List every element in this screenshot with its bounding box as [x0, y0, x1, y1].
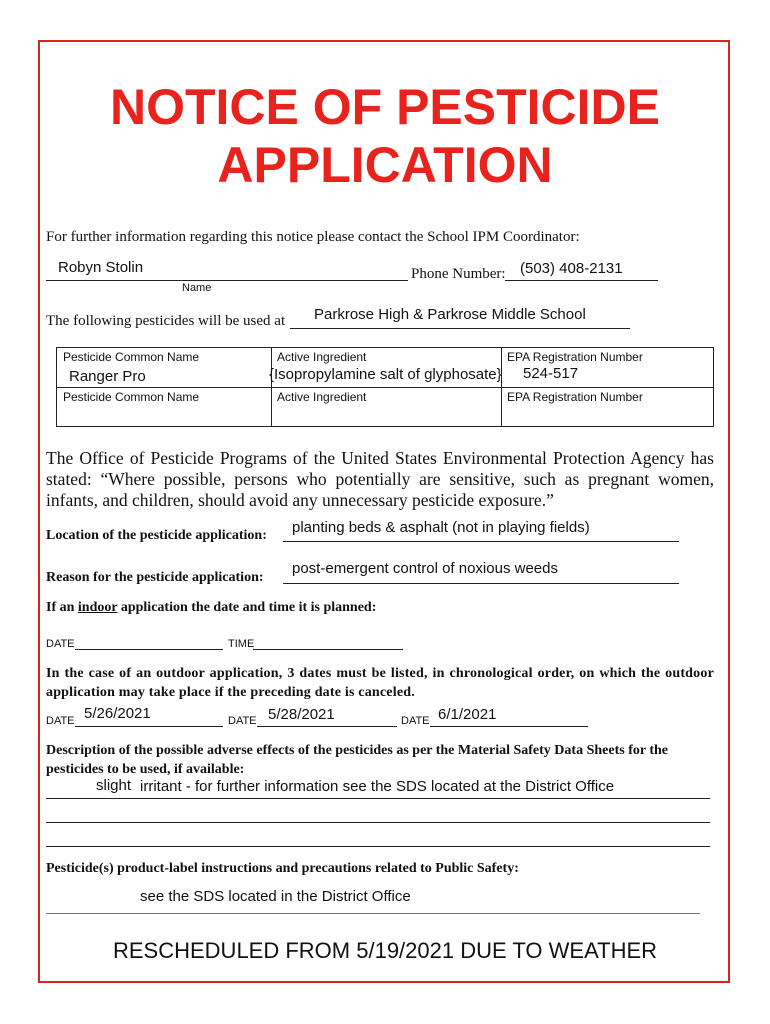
location-underline	[283, 541, 679, 542]
table-row-divider	[57, 387, 713, 388]
label-instructions-label: Pesticide(s) product-label instructions and precautions related to Public Safety:	[46, 861, 519, 876]
location-value: planting beds & asphalt (not in playing fields)	[292, 519, 590, 536]
reason-label: Reason for the pesticide application:	[46, 570, 264, 585]
site-underline	[290, 328, 630, 329]
outdoor-date-underline-3	[430, 726, 588, 727]
adverse-underline-1	[46, 798, 710, 799]
outdoor-date-label-2: DATE	[228, 715, 257, 727]
coordinator-name: Robyn Stolin	[58, 259, 144, 276]
adverse-value-word1: slight	[96, 777, 132, 794]
name-label: Name	[182, 282, 212, 294]
table-col-divider-1	[271, 348, 272, 426]
table-col-divider-2	[501, 348, 502, 426]
adverse-underline-3	[46, 846, 710, 847]
row2-epa-label: EPA Registration Number	[507, 390, 643, 404]
title-line-2: APPLICATION	[217, 137, 553, 193]
indoor-time-label: TIME	[228, 638, 255, 650]
outdoor-date-underline-2	[257, 726, 397, 727]
outdoor-date-1: 5/26/2021	[84, 705, 151, 722]
label-instructions-underline	[46, 913, 700, 914]
indoor-label-prefix: If an	[46, 600, 78, 615]
adverse-label: Description of the possible adverse effects of the pesticides as per the Material Safety Data Sheets for the pesticides to be used, if available:	[46, 743, 668, 777]
pesticide-table	[56, 347, 714, 427]
outdoor-date-3: 6/1/2021	[438, 706, 497, 723]
site-value: Parkrose High & Parkrose Middle School	[314, 306, 586, 323]
outdoor-date-2: 5/28/2021	[268, 706, 335, 723]
adverse-value-rest: irritant - for further information see the SDS located at the District Office	[140, 778, 615, 795]
indoor-label	[46, 600, 376, 616]
name-underline	[46, 280, 408, 281]
indoor-date-label: DATE	[46, 638, 75, 650]
row1-common-name-label: Pesticide Common Name	[63, 350, 200, 364]
phone-label: Phone Number:	[411, 266, 506, 282]
row2-ingredient-label: Active Ingredient	[277, 390, 367, 404]
row2-common-name-label: Pesticide Common Name	[63, 390, 200, 404]
outdoor-date-underline-1	[75, 726, 223, 727]
phone-value: (503) 408-2131	[520, 260, 623, 277]
label-instructions-value: see the SDS located in the District Office	[140, 888, 411, 905]
outdoor-instructions: In the case of an outdoor application, 3 dates must be listed, in chronological order, on which the outdoor application may take place if the preceding date is canceled.	[46, 666, 714, 700]
contact-intro: For further information regarding this notice please contact the School IPM Coordinator:	[46, 229, 580, 245]
row1-epa-label: EPA Registration Number	[507, 350, 643, 364]
indoor-label-suffix: application the date and time it is planned:	[117, 600, 377, 615]
outdoor-date-label-1: DATE	[46, 715, 75, 727]
location-label: Location of the pesticide application:	[46, 528, 267, 543]
title-line-1: NOTICE OF PESTICIDE	[109, 79, 661, 135]
row1-ingredient-value: {Isopropylamine salt of glyphosate}	[269, 366, 502, 383]
row1-epa-value: 524-517	[523, 365, 579, 382]
site-label: The following pesticides will be used at	[46, 313, 286, 329]
row1-common-name-value: Ranger Pro	[69, 368, 146, 385]
adverse-underline-2	[46, 822, 710, 823]
row1-ingredient-label: Active Ingredient	[277, 350, 367, 364]
indoor-date-underline	[75, 649, 223, 650]
indoor-label-underlined: indoor	[77, 600, 118, 615]
epa-statement: The Office of Pesticide Programs of the United States Environmental Protection Agency has stated: “Where possible, persons who potentially are sensitive, such as pregnant women, infants, and children, should avoid any unnecessary pesticide exposure.”	[46, 448, 714, 510]
rescheduled-notice: RESCHEDULED FROM 5/19/2021 DUE TO WEATHER	[112, 938, 658, 963]
reason-value: post-emergent control of noxious weeds	[292, 560, 558, 577]
reason-underline	[283, 583, 679, 584]
phone-underline	[505, 280, 658, 281]
indoor-time-underline	[253, 649, 403, 650]
outdoor-date-label-3: DATE	[401, 715, 430, 727]
